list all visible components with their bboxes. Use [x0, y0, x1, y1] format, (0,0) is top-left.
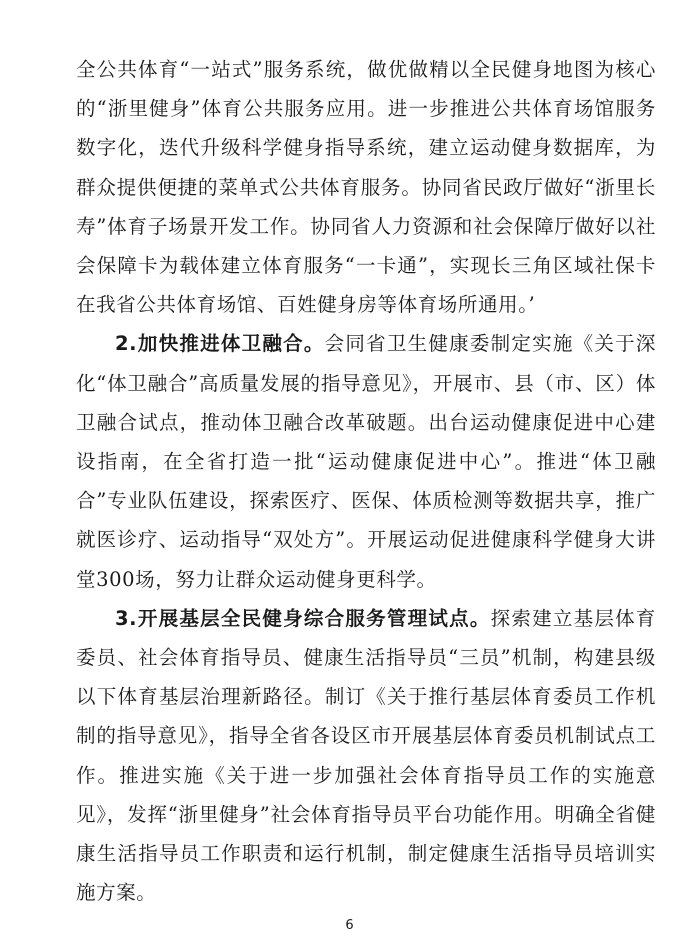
paragraph-grassroots-pilot: [76, 599, 656, 913]
page-number: 6: [345, 918, 354, 933]
paragraph-sports-health-integration: [76, 324, 656, 598]
section-heading: 2.加快推进体卫融合。: [115, 332, 325, 356]
section-heading: 3.开展基层全民健身综合服务管理试点。: [115, 606, 491, 630]
paragraph-text: 全公共体育“一站式”服务系统，做优做精以全民健身地图为核心的“浙里健身”体育公共服务应用。进一步推进公共体育场馆服务数字化，迭代升级科学健身指导系统，建立运动健身数据库，为群众提供便捷的菜单式公共体育服务。协同省民政厅做好“浙里长寿”体育子场景开发工作。协同省人力资源和社会保障厅做好以社会保障卡为载体建立体育服务“一卡通”，实现长三角区域社保卡在我省公共体育场馆、百姓健身房等体育场所通用。’: [76, 58, 656, 317]
paragraph-continuation: [76, 50, 656, 324]
paragraph-text: 探索建立基层体育委员、社会体育指导员、健康生活指导员“三员”机制，构建县级以下体育基层治理新路径。制订《关于推行基层体育委员工作机制的指导意见》，指导全省各设区市开展基层体育委员机制试点工作。推进实施《关于进一步加强社会体育指导员工作的实施意见》，发挥“浙里健身”社会体育指导员平台功能作用。明确全省健康生活指导员工作职责和运行机制，制定健康生活指导员培训实施方案。: [76, 606, 656, 905]
document-body: [76, 50, 656, 912]
paragraph-text: 会同省卫生健康委制定实施《关于深化“体卫融合”高质量发展的指导意见》，开展市、县（市、区）体卫融合试点，推动体卫融合改革破题。出台运动健康促进中心建设指南，在全省打造一批“运动健康促进中心”。推进“体卫融合”专业队伍建设，探索医疗、医保、体质检测等数据共享，推广就医诊疗、运动指导“双处方”。开展运动促进健康科学健身大讲堂300场，努力让群众运动健身更科学。: [76, 332, 656, 591]
